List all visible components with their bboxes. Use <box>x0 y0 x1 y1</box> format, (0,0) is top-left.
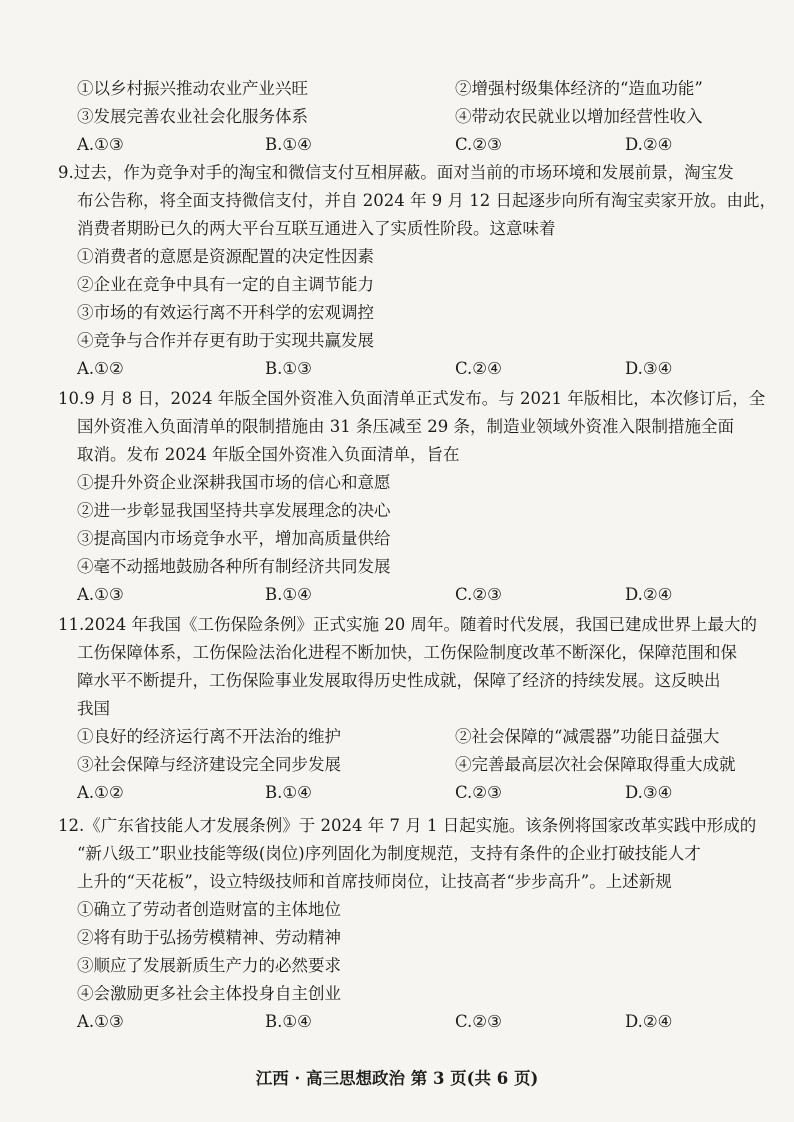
answer-c: C.②③ <box>455 135 502 154</box>
q11-options-row-2 <box>0 754 794 776</box>
answer-c: C.②③ <box>455 783 502 802</box>
q11-stem-line-3: 障水平不断提升，工伤保险事业发展取得历史性成就，保障了经济的持续发展。这反映出 <box>77 671 721 690</box>
q8-option-3: ③发展完善农业社会化服务体系 <box>77 107 308 126</box>
q10-stem-line-1: 10.9 月 8 日，2024 年版全国外资准入负面清单正式发布。与 2021 年版相比，本次修订后，全 <box>58 389 766 408</box>
answer-d: D.③④ <box>625 359 673 378</box>
q10-stem-line-2: 国外资准入负面清单的限制措施由 31 条压减至 29 条，制造业领域外资准入限制措施全面 <box>77 417 734 436</box>
q9-option-4: ④竞争与合作并存更有助于实现共赢发展 <box>77 331 374 350</box>
q11-stem-line-1: 11.2024 年我国《工伤保险条例》正式实施 20 周年。随着时代发展，我国已建成世界上最大的 <box>58 615 757 634</box>
q8-option-1: ①以乡村振兴推动农业产业兴旺 <box>77 79 308 98</box>
answer-d: D.③④ <box>625 783 673 802</box>
q9-answers <box>0 358 794 380</box>
q8-option-2: ②增强村级集体经济的“造血功能” <box>455 79 703 98</box>
q9-stem-line-3: 消费者期盼已久的两大平台互联互通进入了实质性阶段。这意味着 <box>77 219 556 238</box>
q12-option-3: ③顺应了发展新质生产力的必然要求 <box>77 956 341 975</box>
q11-option-1: ①良好的经济运行离不开法治的维护 <box>77 727 341 746</box>
q11-option-2: ②社会保障的“减震器”功能日益强大 <box>455 727 720 746</box>
q11-stem-line-4: 我国 <box>77 699 110 718</box>
q10-option-1: ①提升外资企业深耕我国市场的信心和意愿 <box>77 473 391 492</box>
answer-b: B.①④ <box>265 135 312 154</box>
q12-option-1: ①确立了劳动者创造财富的主体地位 <box>77 900 341 919</box>
q11-answers <box>0 782 794 804</box>
q10-answers <box>0 584 794 606</box>
q10-option-2: ②进一步彰显我国坚持共享发展理念的决心 <box>77 501 391 520</box>
q9-stem-line-2: 布公告称，将全面支持微信支付，并自 2024 年 9 月 12 日起逐步向所有淘宝卖家开放。由此， <box>77 191 776 210</box>
answer-b: B.①④ <box>265 1012 312 1031</box>
answer-b: B.①④ <box>265 585 312 604</box>
answer-c: C.②④ <box>455 359 502 378</box>
answer-d: D.②④ <box>625 135 673 154</box>
q10-stem-line-3: 取消。发布 2024 年版全国外资准入负面清单，旨在 <box>77 445 460 464</box>
answer-a: A.①② <box>77 359 124 378</box>
answer-a: A.①② <box>77 783 124 802</box>
answer-b: B.①③ <box>265 359 312 378</box>
answer-d: D.②④ <box>625 1012 673 1031</box>
answer-a: A.①③ <box>77 1012 124 1031</box>
q12-option-2: ②将有助于弘扬劳模精神、劳动精神 <box>77 928 341 947</box>
answer-b: B.①④ <box>265 783 312 802</box>
q10-option-3: ③提高国内市场竞争水平，增加高质量供给 <box>77 529 391 548</box>
q8-options-row-1 <box>0 78 794 100</box>
q12-answers <box>0 1011 794 1033</box>
q11-stem-line-2: 工伤保障体系，工伤保险法治化进程不断加快，工伤保险制度改革不断深化，保障范围和保 <box>77 643 737 662</box>
q9-option-3: ③市场的有效运行离不开科学的宏观调控 <box>77 303 374 322</box>
q11-options-row-1 <box>0 726 794 748</box>
q10-option-4: ④毫不动摇地鼓励各种所有制经济共同发展 <box>77 557 391 576</box>
q12-stem-line-1: 12.《广东省技能人才发展条例》于 2024 年 7 月 1 日起实施。该条例将国家改革实践中形成的 <box>58 816 757 835</box>
q9-stem-line-1: 9.过去，作为竞争对手的淘宝和微信支付互相屏蔽。面对当前的市场环境和发展前景，淘宝发 <box>58 163 734 182</box>
answer-c: C.②③ <box>455 1012 502 1031</box>
answer-d: D.②④ <box>625 585 673 604</box>
q12-stem-line-3: 上升的“天花板”，设立特级技师和首席技师岗位，让技高者“步步高升”。上述新规 <box>77 872 672 891</box>
q8-answers <box>0 134 794 156</box>
q8-option-4: ④带动农民就业以增加经营性收入 <box>455 107 703 126</box>
q12-option-4: ④会激励更多社会主体投身自主创业 <box>77 984 341 1003</box>
answer-c: C.②③ <box>455 585 502 604</box>
q9-option-2: ②企业在竞争中具有一定的自主调节能力 <box>77 275 374 294</box>
q12-stem-line-2: “新八级工”职业技能等级(岗位)序列固化为制度规范，支持有条件的企业打破技能人才 <box>77 844 701 863</box>
q11-option-4: ④完善最高层次社会保障取得重大成就 <box>455 755 736 774</box>
answer-a: A.①③ <box>77 135 124 154</box>
page-footer: 江西 · 高三思想政治 第 3 页(共 6 页) <box>255 1069 539 1088</box>
answer-a: A.①③ <box>77 585 124 604</box>
q11-option-3: ③社会保障与经济建设完全同步发展 <box>77 755 341 774</box>
q8-options-row-2 <box>0 106 794 128</box>
q9-option-1: ①消费者的意愿是资源配置的决定性因素 <box>77 247 374 266</box>
